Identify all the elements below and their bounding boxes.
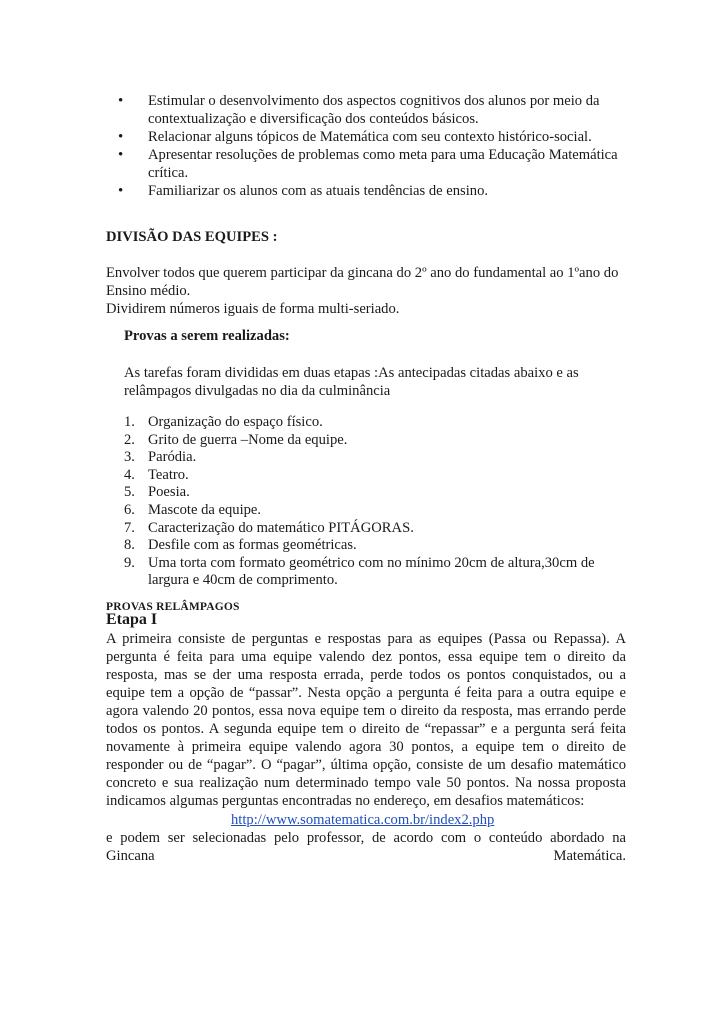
list-item [124,502,624,520]
item-text: Teatro. [148,466,189,483]
item-text: Grito de guerra –Nome da equipe. [148,431,348,448]
item-number: 5. [124,484,135,501]
closing-paragraph: e podem ser selecionadas pelo professor, de acordo com o conteúdo abordado na Gincana Matemática. [106,830,626,864]
list-item [124,555,624,590]
division-line-1: Envolver todos que querem participar da gincana do 2º ano do fundamental ao 1ºano do Ensino médio. [106,265,619,299]
challenges-link[interactable]: http://www.somatematica.com.br/index2.php [231,812,495,828]
list-item [124,537,624,555]
item-number: 3. [124,449,135,466]
objective-text: Relacionar alguns tópicos de Matemática com seu contexto histórico-social. [148,129,592,145]
item-text: Caracterização do matemático PITÁGORAS. [148,519,414,536]
relampago-heading: PROVAS RELÂMPAGOS [106,601,240,613]
item-number: 9. [124,554,135,571]
list-item [124,414,624,432]
tasks-intro: As tarefas foram divididas em duas etapas :As antecipadas citadas abaixo e as relâmpagos divulgadas no dia da culminância [124,365,579,399]
list-item [118,128,638,146]
stage-paragraph: A primeira consiste de perguntas e respostas para as equipes (Passa ou Repassa). A pergunta é feita para uma equipe valendo dez pontos, essa equipe tem o direito da resposta, mas se der uma resposta errada, perde todos os pontos conquistados, ou a equipe tem a opção de “passar”. Nesta opção a pergunta é feita para a outra equipe e agora valendo 20 pontos, essa nova equipe tem o direito da resposta, mas errando perde todos os pontos. A segunda equipe tem o direito de “repassar” e a pergunta será feita novamente à primeira equipe valendo agora 30 pontos, a equipe tem o direito de responder ou de “pagar”. O “pagar”, última opção, consiste de um desafio matemático concreto e sua realização num determinado tempo vale 50 pontos. Na nossa proposta indicamos algumas perguntas encontradas no endereço, em desafios matemáticos: [106,631,626,809]
list-item [118,92,638,128]
objective-text: Apresentar resoluções de problemas como meta para uma Educação Matemática crítica. [148,147,618,181]
item-text: Organização do espaço físico. [148,414,323,430]
bullet-icon: • [118,147,124,163]
item-number: 1. [124,414,135,430]
bullet-icon: • [118,93,124,109]
division-text [106,264,626,318]
list-item [124,432,624,450]
item-number: 4. [124,466,135,483]
division-line-2: Dividirem números iguais de forma multi-seriado. [106,301,400,317]
list-item [124,467,624,485]
item-text: Paródia. [148,449,197,466]
objectives-list [118,92,638,200]
item-number: 7. [124,519,135,536]
item-text: Mascote da equipe. [148,501,262,518]
item-text: Uma torta com formato geométrico com no mínimo 20cm de altura,30cm de largura e 40cm de comprimento. [148,554,595,589]
bullet-icon: • [118,129,124,145]
list-item [124,484,624,502]
objective-text: Familiarizar os alunos com as atuais tendências de ensino. [148,183,489,199]
division-heading: DIVISÃO DAS EQUIPES : [106,229,278,245]
tasks-list [124,414,624,590]
item-number: 8. [124,537,135,554]
item-text: Poesia. [148,484,190,501]
list-item [118,146,638,182]
item-text: Desfile com as formas geométricas. [148,537,357,554]
item-number: 6. [124,501,135,518]
item-number: 2. [124,431,135,448]
list-item [124,520,624,538]
bullet-icon: • [118,183,124,199]
objective-text: Estimular o desenvolvimento dos aspectos cognitivos dos alunos por meio da contextualização e diversificação dos conteúdos básicos. [148,93,600,127]
stage-heading: Etapa I [106,611,158,628]
tasks-heading: Provas a serem realizadas: [124,328,290,344]
list-item [124,449,624,467]
list-item [118,182,638,200]
